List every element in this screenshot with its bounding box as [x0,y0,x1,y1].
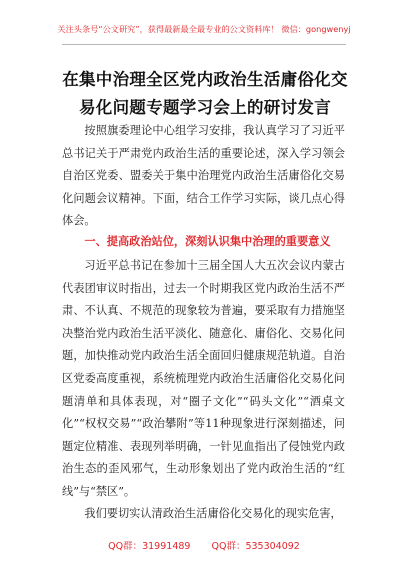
document-title: 在集中治理全区党内政治生活庸俗化交易化问题专题学习会上的研讨发言 [62,70,348,117]
continued-paragraph: 我们要切实认清政治生活庸俗化交易化的现实危害， [84,507,342,520]
top-banner: 关注头条号“公文研究”，获得最新最全最专业的公文资料库！ 微信：gongwenyj [57,24,351,34]
section-heading: 一、提高政治站位，深刻认识集中治理的重要意义 [84,235,331,248]
footer-contacts [0,538,408,552]
body-paragraph: 习近平总书记在参加十三届全国人大五次会议内蒙古代表团审议时指出，过去一个时期我区党内政治生活不严肃、不认真、不规范的现象较为普遍，要采取有力措施坚决整治党内政治生活平淡化、随意化、庸俗化、交易化问题，加快推动党内政治生活全面回归健康规范轨道。自治区党委高度重视，系统梳理党内政治生活庸俗化交易化问题清单和具体表现，对“圈子文化”“码头文化”“酒桌文化”“权权交易”“政治攀附”等11种现象进行深刻描述，问题定位精准、表现列举明确，一针见血指出了侵蚀党内政治生态的歪风邪气，生动形象划出了党内政治生活的“红线”与“禁区”。 [62,259,345,498]
qq-group-2: QQ群：535304092 [211,541,300,552]
qq-group-1: QQ群：31991489 [108,541,191,552]
intro-paragraph: 按照旗委理论中心组学习安排，我认真学习了习近平总书记关于严肃党内政治生活的重要论述，深入学习领会自治区党委、盟委关于集中治理党内政治生活庸俗化交易化问题会议精神。下面，结合工作学习实际，谈几点心得体会。 [62,124,345,228]
header-divider [62,44,346,45]
